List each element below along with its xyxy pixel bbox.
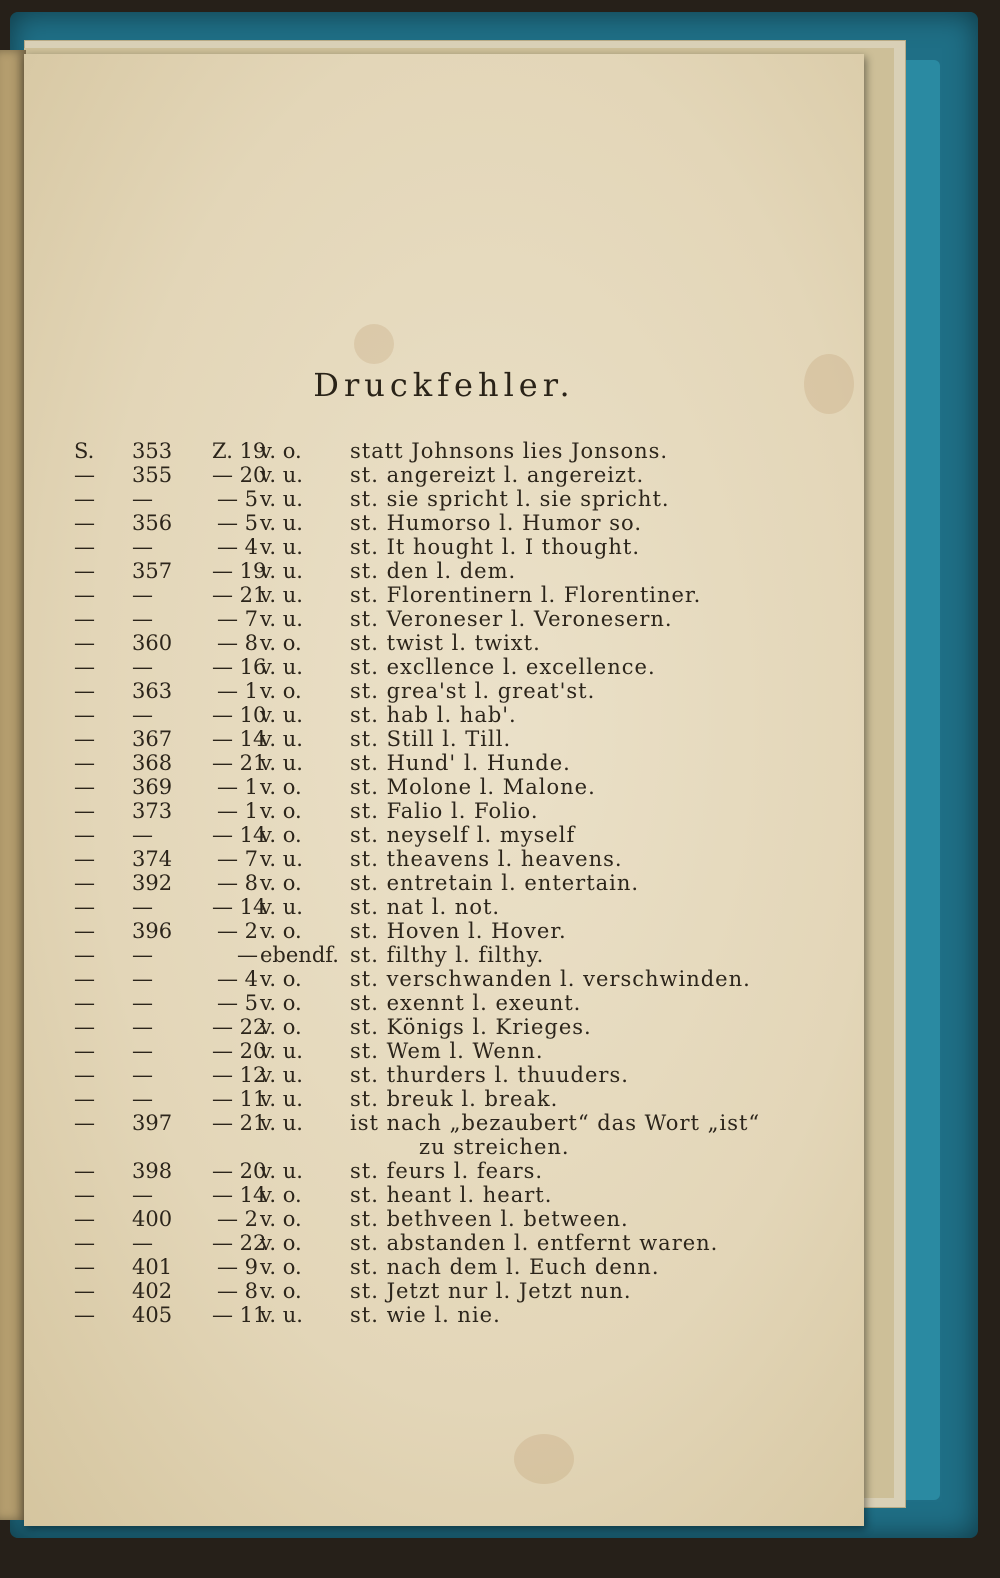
- errata-page: —: [132, 967, 153, 991]
- errata-line: — 16: [212, 655, 267, 679]
- errata-prefix: —: [74, 583, 95, 607]
- errata-row: [74, 1087, 854, 1111]
- errata-row: [74, 1159, 854, 1183]
- errata-prefix: —: [74, 487, 95, 511]
- errata-ref: v. o.: [260, 823, 302, 847]
- errata-page: 369: [132, 775, 173, 799]
- errata-ref: v. u.: [260, 703, 303, 727]
- errata-prefix: —: [74, 535, 95, 559]
- errata-row: [74, 895, 854, 919]
- errata-correction: st. neyself l. myself: [350, 823, 576, 847]
- errata-ref: v. u.: [260, 1159, 303, 1183]
- errata-row: [74, 655, 854, 679]
- errata-row: [74, 1063, 854, 1087]
- errata-line: — 5: [216, 487, 258, 511]
- errata-line: — 20: [212, 1159, 267, 1183]
- errata-page: 392: [132, 871, 173, 895]
- errata-line: — 1: [216, 775, 258, 799]
- errata-line: — 9: [216, 1255, 258, 1279]
- errata-line: — 8: [216, 631, 258, 655]
- errata-line: — 2: [216, 919, 258, 943]
- errata-line: — 11: [212, 1303, 267, 1327]
- errata-row: [74, 439, 854, 463]
- errata-row: [74, 1303, 854, 1327]
- errata-correction: st. It hought l. I thought.: [350, 535, 641, 559]
- errata-prefix: —: [74, 511, 95, 535]
- errata-correction: st. thurders l. thuuders.: [350, 1063, 629, 1087]
- errata-correction: st. den l. dem.: [350, 559, 517, 583]
- errata-correction: st. verschwanden l. verschwinden.: [350, 967, 751, 991]
- errata-line: — 21: [212, 583, 267, 607]
- errata-page: 374: [132, 847, 173, 871]
- errata-row: [74, 823, 854, 847]
- errata-line: — 4: [216, 535, 258, 559]
- errata-ref: v. o.: [260, 871, 302, 895]
- errata-ref: v. u.: [260, 751, 303, 775]
- errata-line: — 7: [216, 847, 258, 871]
- errata-ref: v. u.: [260, 655, 303, 679]
- errata-row: [74, 511, 854, 535]
- errata-row: [74, 1279, 854, 1303]
- errata-correction: st. abstanden l. entfernt waren.: [350, 1231, 719, 1255]
- errata-row: [74, 535, 854, 559]
- errata-ref: v. o.: [260, 775, 302, 799]
- errata-row: [74, 1183, 854, 1207]
- errata-line: — 14: [212, 727, 267, 751]
- errata-ref: v. u.: [260, 583, 303, 607]
- errata-ref: v. u.: [260, 1039, 303, 1063]
- errata-page: —: [132, 583, 153, 607]
- errata-line: — 20: [212, 1039, 267, 1063]
- errata-correction: st. Jetzt nur l. Jetzt nun.: [350, 1279, 632, 1303]
- errata-page: —: [132, 823, 153, 847]
- errata-line: Z. 19: [212, 439, 267, 463]
- errata-page: 355: [132, 463, 173, 487]
- errata-prefix: —: [74, 1279, 95, 1303]
- errata-line: — 19: [212, 559, 267, 583]
- errata-page: 360: [132, 631, 173, 655]
- errata-page: —: [132, 1231, 153, 1255]
- errata-ref: v. o.: [260, 679, 302, 703]
- errata-page: 373: [132, 799, 173, 823]
- errata-ref: v. o.: [260, 799, 302, 823]
- errata-correction: st. wie l. nie.: [350, 1303, 501, 1327]
- errata-line: — 11: [212, 1087, 267, 1111]
- errata-correction: st. nach dem l. Euch denn.: [350, 1255, 660, 1279]
- errata-row: [74, 559, 854, 583]
- errata-page: 353: [132, 439, 173, 463]
- errata-page: —: [132, 535, 153, 559]
- errata-ref: v. u.: [260, 487, 303, 511]
- errata-page: 367: [132, 727, 173, 751]
- errata-line: — 7: [216, 607, 258, 631]
- errata-correction: st. Hoven l. Hover.: [350, 919, 567, 943]
- errata-correction: ist nach „bezaubert“ das Wort „ist“: [350, 1111, 761, 1135]
- errata-prefix: —: [74, 703, 95, 727]
- errata-page: —: [132, 1015, 153, 1039]
- errata-correction: st. Königs l. Krieges.: [350, 1015, 592, 1039]
- errata-ref: v. o.: [260, 439, 302, 463]
- errata-prefix: —: [74, 751, 95, 775]
- errata-row: [74, 991, 854, 1015]
- errata-correction: st. Florentinern l. Florentiner.: [350, 583, 702, 607]
- errata-page: —: [132, 1063, 153, 1087]
- errata-ref: v. o.: [260, 1231, 302, 1255]
- errata-correction: st. Wem l. Wenn.: [350, 1039, 544, 1063]
- errata-prefix: —: [74, 1255, 95, 1279]
- errata-ref: v. u.: [260, 1087, 303, 1111]
- errata-ref: v. o.: [260, 919, 302, 943]
- errata-line: — 8: [216, 871, 258, 895]
- errata-row: [74, 1255, 854, 1279]
- errata-ref: v. o.: [260, 631, 302, 655]
- errata-page: 398: [132, 1159, 173, 1183]
- errata-ref: v. u.: [260, 511, 303, 535]
- errata-correction: st. Falio l. Folio.: [350, 799, 539, 823]
- errata-correction: st. hab l. hab'.: [350, 703, 517, 727]
- errata-prefix: —: [74, 1159, 95, 1183]
- errata-ref: v. u.: [260, 1111, 303, 1135]
- errata-correction: st. breuk l. break.: [350, 1087, 559, 1111]
- errata-row: [74, 727, 854, 751]
- errata-prefix: —: [74, 895, 95, 919]
- errata-ref: v. o.: [260, 1183, 302, 1207]
- errata-page: —: [132, 487, 153, 511]
- errata-prefix: —: [74, 607, 95, 631]
- errata-prefix: —: [74, 631, 95, 655]
- errata-prefix: —: [74, 1303, 95, 1327]
- errata-line: — 5: [216, 991, 258, 1015]
- errata-prefix: —: [74, 871, 95, 895]
- errata-page: 402: [132, 1279, 173, 1303]
- errata-correction: st. twist l. twixt.: [350, 631, 541, 655]
- errata-row: [74, 583, 854, 607]
- errata-prefix: —: [74, 847, 95, 871]
- errata-line: — 5: [216, 511, 258, 535]
- errata-prefix: —: [74, 823, 95, 847]
- errata-prefix: —: [74, 1111, 95, 1135]
- errata-correction: st. Still l. Till.: [350, 727, 512, 751]
- errata-page: —: [132, 895, 153, 919]
- errata-prefix: —: [74, 1015, 95, 1039]
- errata-correction: st. theavens l. heavens.: [350, 847, 623, 871]
- errata-ref: v. u.: [260, 463, 303, 487]
- errata-page: —: [132, 1087, 153, 1111]
- errata-row: [74, 847, 854, 871]
- errata-page: —: [132, 1183, 153, 1207]
- errata-page: —: [132, 607, 153, 631]
- errata-correction: st. entretain l. entertain.: [350, 871, 640, 895]
- errata-row: [74, 919, 854, 943]
- errata-prefix: —: [74, 1087, 95, 1111]
- errata-prefix: —: [74, 463, 95, 487]
- errata-line: — 1: [216, 799, 258, 823]
- errata-correction: st. Humorso l. Humor so.: [350, 511, 642, 535]
- errata-row: [74, 703, 854, 727]
- errata-page: 368: [132, 751, 173, 775]
- errata-line: —: [237, 943, 258, 967]
- errata-correction: st. angereizt l. angereizt.: [350, 463, 645, 487]
- errata-line: — 14: [212, 823, 267, 847]
- errata-page: 405: [132, 1303, 173, 1327]
- errata-row: [74, 967, 854, 991]
- errata-page: —: [132, 655, 153, 679]
- errata-ref: v. o.: [260, 1207, 302, 1231]
- errata-prefix: —: [74, 991, 95, 1015]
- errata-prefix: —: [74, 1207, 95, 1231]
- errata-page: —: [132, 991, 153, 1015]
- errata-page: 356: [132, 511, 173, 535]
- errata-line: — 21: [212, 1111, 267, 1135]
- errata-continuation-text: zu streichen.: [419, 1135, 570, 1159]
- errata-prefix: —: [74, 559, 95, 583]
- errata-prefix: —: [74, 679, 95, 703]
- errata-page: 396: [132, 919, 173, 943]
- errata-prefix: —: [74, 943, 95, 967]
- errata-line: — 4: [216, 967, 258, 991]
- errata-line: — 14: [212, 1183, 267, 1207]
- page-title: Druckfehler.: [313, 366, 575, 404]
- errata-correction: st. filthy l. filthy.: [350, 943, 545, 967]
- paper-stain: [514, 1434, 574, 1484]
- errata-correction: st. feurs l. fears.: [350, 1159, 544, 1183]
- errata-line: — 14: [212, 895, 267, 919]
- errata-row: [74, 631, 854, 655]
- errata-row: [74, 775, 854, 799]
- errata-line: — 8: [216, 1279, 258, 1303]
- errata-page: —: [132, 1039, 153, 1063]
- errata-prefix: —: [74, 919, 95, 943]
- errata-correction: st. grea'st l. great'st.: [350, 679, 596, 703]
- errata-prefix: —: [74, 775, 95, 799]
- errata-line: — 10: [212, 703, 267, 727]
- book-page: [24, 54, 864, 1526]
- errata-page: 401: [132, 1255, 173, 1279]
- errata-row: [74, 943, 854, 967]
- errata-line: — 2: [216, 1207, 258, 1231]
- errata-row: [74, 1111, 854, 1135]
- errata-correction: st. Molone l. Malone.: [350, 775, 596, 799]
- errata-ref: v. u.: [260, 847, 303, 871]
- errata-ref: v. u.: [260, 559, 303, 583]
- errata-line: — 22: [212, 1015, 267, 1039]
- errata-row: [74, 607, 854, 631]
- errata-ref: ebendf.: [260, 943, 339, 967]
- errata-row: [74, 1015, 854, 1039]
- errata-line: — 21: [212, 751, 267, 775]
- errata-row: [74, 871, 854, 895]
- errata-row: [74, 463, 854, 487]
- errata-list: [74, 439, 854, 1327]
- errata-correction: st. Veroneser l. Veronesern.: [350, 607, 673, 631]
- errata-line: — 1: [216, 679, 258, 703]
- errata-row: [74, 679, 854, 703]
- errata-continuation: [74, 1135, 854, 1159]
- errata-correction: st. exennt l. exeunt.: [350, 991, 582, 1015]
- errata-ref: v. u.: [260, 607, 303, 631]
- errata-line: — 20: [212, 463, 267, 487]
- errata-prefix: —: [74, 655, 95, 679]
- errata-correction: st. excllence l. excellence.: [350, 655, 656, 679]
- errata-row: [74, 751, 854, 775]
- errata-ref: v. u.: [260, 1063, 303, 1087]
- left-page-edge: [0, 50, 26, 1520]
- errata-prefix: —: [74, 1183, 95, 1207]
- errata-page: —: [132, 703, 153, 727]
- errata-row: [74, 1039, 854, 1063]
- errata-prefix: —: [74, 1231, 95, 1255]
- errata-correction: statt Johnsons lies Jonsons.: [350, 439, 669, 463]
- paper-stain: [354, 324, 394, 364]
- errata-ref: v. o.: [260, 1255, 302, 1279]
- errata-prefix: —: [74, 727, 95, 751]
- errata-ref: v. o.: [260, 1015, 302, 1039]
- errata-ref: v. u.: [260, 895, 303, 919]
- errata-correction: st. bethveen l. between.: [350, 1207, 629, 1231]
- errata-ref: v. u.: [260, 727, 303, 751]
- errata-prefix: —: [74, 799, 95, 823]
- errata-correction: st. nat l. not.: [350, 895, 501, 919]
- errata-ref: v. u.: [260, 1303, 303, 1327]
- errata-correction: st. sie spricht l. sie spricht.: [350, 487, 670, 511]
- errata-ref: v. o.: [260, 967, 302, 991]
- errata-page: 400: [132, 1207, 173, 1231]
- errata-row: [74, 799, 854, 823]
- errata-ref: v. u.: [260, 535, 303, 559]
- errata-prefix: —: [74, 1063, 95, 1087]
- errata-ref: v. o.: [260, 1279, 302, 1303]
- errata-row: [74, 487, 854, 511]
- errata-row: [74, 1207, 854, 1231]
- errata-correction: st. heant l. heart.: [350, 1183, 553, 1207]
- errata-row: [74, 1231, 854, 1255]
- errata-prefix: S.: [74, 439, 95, 463]
- errata-prefix: —: [74, 967, 95, 991]
- errata-line: — 12: [212, 1063, 267, 1087]
- errata-correction: st. Hund' l. Hunde.: [350, 751, 571, 775]
- errata-prefix: —: [74, 1039, 95, 1063]
- errata-page: 363: [132, 679, 173, 703]
- errata-ref: v. o.: [260, 991, 302, 1015]
- errata-page: —: [132, 943, 153, 967]
- errata-page: 357: [132, 559, 173, 583]
- errata-line: — 22: [212, 1231, 267, 1255]
- errata-page: 397: [132, 1111, 173, 1135]
